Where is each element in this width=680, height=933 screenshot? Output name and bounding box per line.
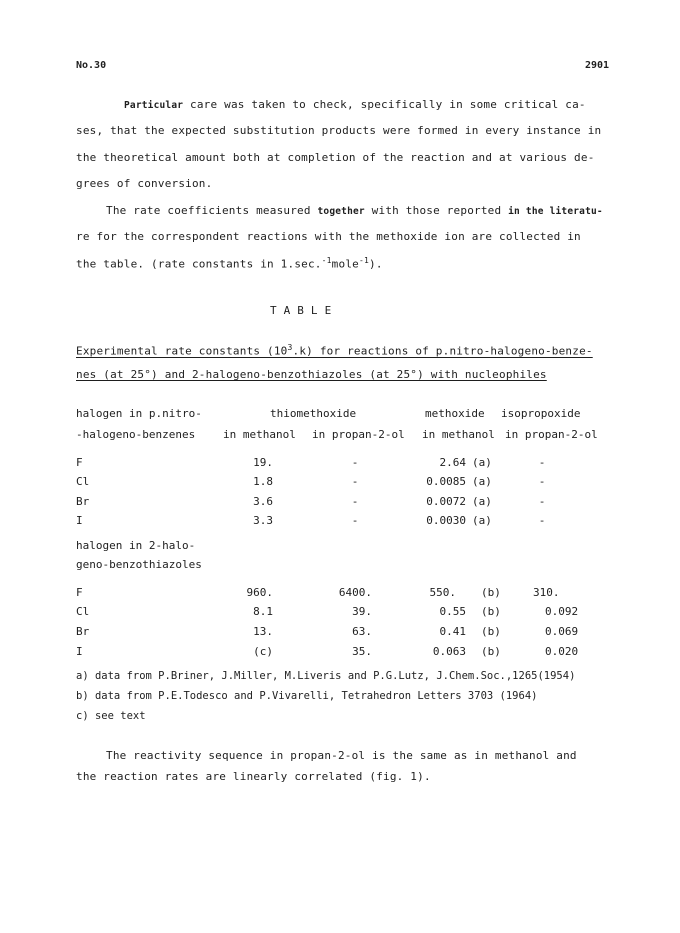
page-number: 2901 [585, 60, 610, 71]
row8-thio-meoh: (c) [253, 645, 273, 658]
row2-thio-prop: - [351, 475, 359, 488]
row7-meth: 0.41 [439, 625, 466, 638]
row1-thio-meoh: 19. [253, 456, 273, 469]
row8-ref: (b) [481, 645, 501, 658]
row7-halogen: Br [76, 625, 90, 638]
row8-thio-prop: 35. [352, 645, 372, 658]
row5-halogen: F [76, 586, 83, 599]
row6-meth: 0.55 [439, 605, 466, 618]
para2-line2: re for the correspondent reactions with the methoxide ion are collected in [76, 230, 581, 243]
para3-line2: the reaction rates are linearly correlated (fig. 1). [76, 770, 431, 783]
row5-thio-prop: 6400. [338, 586, 372, 599]
footnote-c: c) see text [76, 710, 146, 722]
col-meth-methanol-header: in methanol [422, 428, 495, 441]
journal-issue: No.30 [76, 60, 107, 71]
row2-ref: (a) [472, 475, 492, 488]
col-thio-methanol-header: in methanol [223, 428, 296, 441]
table-caption-line1: Experimental rate constants $(10^3.k)$ for reactions of p.nitro-halogeno-benze- [76, 343, 593, 358]
col-halogen-header-1: halogen in p.nitro- [76, 407, 202, 420]
row6-thio-meoh: 8.1 [253, 605, 273, 618]
para1-line1: Particular care was taken to check, specifically in some critical ca- [124, 98, 586, 111]
row1-thio-prop: - [351, 456, 359, 469]
row2-iso: - [538, 475, 546, 488]
col-iso-propanol-header: in propan-2-ol [505, 428, 598, 441]
row8-iso: 0.020 [545, 645, 579, 658]
row4-halogen: I [76, 514, 83, 527]
section2-heading-1: halogen in 2-halo- [76, 539, 196, 552]
para2-line1: The rate coefficients measured together with those reported in the literatu- [106, 204, 603, 217]
row6-thio-prop: 39. [352, 605, 372, 618]
para3-line1: The reactivity sequence in propan-2-ol is the same as in methanol and [106, 749, 577, 762]
row7-thio-prop: 63. [352, 625, 372, 638]
section2-heading-2: geno-benzothiazoles [76, 558, 202, 571]
row2-thio-meoh: 1.8 [253, 475, 273, 488]
row8-halogen: I [76, 645, 83, 658]
row1-halogen: F [76, 456, 83, 469]
row4-iso: - [538, 514, 546, 527]
row3-iso: - [538, 495, 546, 508]
row3-ref: (a) [472, 495, 492, 508]
table-label: T A B L E [270, 304, 332, 317]
row4-meth: 0.0030 [426, 514, 466, 527]
row8-meth: 0.063 [432, 645, 466, 658]
footnote-b: b) data from P.E.Todesco and P.Vivarelli, Tetrahedron Letters 3703 (1964) [76, 690, 538, 702]
para1-line4: grees of conversion. [76, 177, 213, 190]
row1-ref: (a) [472, 456, 492, 469]
row4-ref: (a) [472, 514, 492, 527]
para1-line2: ses, that the expected substitution products were formed in every instance in [76, 124, 602, 137]
row7-iso: 0.069 [545, 625, 579, 638]
row4-thio-meoh: 3.3 [253, 514, 273, 527]
row5-thio-meoh: 960. [246, 586, 273, 599]
table-caption-line2: nes (at 25°) and 2-halogeno-benzothiazoles (at 25°) with nucleophiles [76, 368, 547, 381]
para2-line3: the table. (rate constants in 1.sec.$^{-1}$mole$^{-1}$). [76, 256, 383, 271]
row5-iso: 310. [533, 586, 560, 599]
row1-iso: - [538, 456, 546, 469]
row4-thio-prop: - [351, 514, 359, 527]
col-thio-propanol-header: in propan-2-ol [312, 428, 405, 441]
col-methoxide-header: methoxide [425, 407, 485, 420]
row2-halogen: Cl [76, 475, 90, 488]
row3-halogen: Br [76, 495, 90, 508]
para1-line3: the theoretical amount both at completion of the reaction and at various de- [76, 151, 595, 164]
row6-halogen: Cl [76, 605, 90, 618]
row2-meth: 0.0085 [426, 475, 466, 488]
row7-thio-meoh: 13. [253, 625, 273, 638]
col-thiomethoxide-header: thiomethoxide [270, 407, 357, 420]
row6-iso: 0.092 [545, 605, 579, 618]
para1-lead: Particular [124, 100, 184, 111]
footnote-a: a) data from P.Briner, J.Miller, M.Liveris and P.G.Lutz, J.Chem.Soc.,1265(1954) [76, 670, 576, 682]
row1-meth: 2.64 [439, 456, 466, 469]
row5-ref: (b) [481, 586, 501, 599]
row3-meth: 0.0072 [426, 495, 466, 508]
col-halogen-header-2: -halogeno-benzenes [76, 428, 196, 441]
col-isopropoxide-header: isopropoxide [501, 407, 581, 420]
row6-ref: (b) [481, 605, 501, 618]
row7-ref: (b) [481, 625, 501, 638]
row3-thio-prop: - [351, 495, 359, 508]
row3-thio-meoh: 3.6 [253, 495, 273, 508]
row5-meth: 550. [429, 586, 456, 599]
